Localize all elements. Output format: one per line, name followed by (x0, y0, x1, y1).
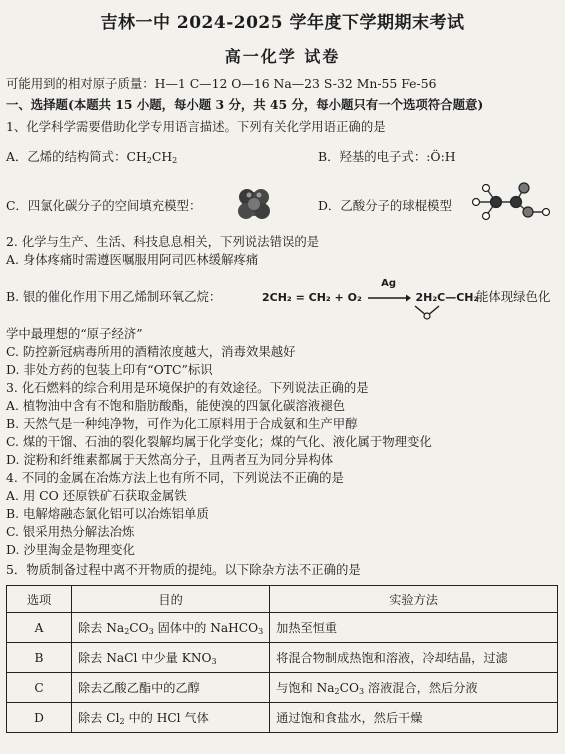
table-header-row (7, 586, 558, 613)
header-goal: 目的 (72, 586, 270, 613)
header-option: 选项 (7, 586, 72, 613)
ccl4-space-filling-model (236, 185, 272, 221)
row-method: 加热至恒重 (270, 613, 558, 643)
q4-option-c: C. 银采用热分解法冶炼 (6, 524, 135, 539)
row-option: C (7, 673, 72, 703)
equation-product: 2H₂C—CH₂ (415, 291, 479, 304)
row-goal: 除去 NaCl 中少量 $KNO_3$ (72, 643, 270, 673)
q3-option-b: B. 天然气是一种纯净物，可作为化工原料用于合成氨和生产甲醇 (6, 416, 358, 431)
q2-option-c: C. 防控新冠病毒所用的酒精浓度越大，消毒效果越好 (6, 344, 296, 359)
row-goal: 除去乙酸乙酯中的乙醇 (72, 673, 270, 703)
q1-option-a: A．乙烯的结构简式：$CH_2CH_2$ (6, 149, 178, 165)
section-heading: 一、选择题(本题共 15 小题，每小题 3 分，共 45 分，每小题只有一个选项符合题意) (6, 97, 484, 112)
question-2-stem: 2. 化学与生产、生活、科技息息相关，下列说法错误的是 (6, 234, 320, 249)
row-option: A (7, 613, 72, 643)
q3-option-d: D. 淀粉和纤维素都属于天然高分子，且两者互为同分异构体 (6, 452, 334, 467)
row-method: 通过饱和食盐水，然后干燥 (270, 703, 558, 733)
question-1-stem: 1、化学科学需要借助化学专用语言描述。下列有关化学用语正确的是 (6, 119, 386, 134)
q2-option-b: B. 银的催化作用下用乙烯制环氧乙烷： (6, 289, 222, 304)
question-3-stem: 3. 化石燃料的综合利用是环境保护的有效途径。下列说法正确的是 (6, 380, 369, 395)
equation-reactants: 2CH₂ = CH₂ + O₂ (262, 291, 362, 304)
q2-option-d: D. 非处方药的包装上印有“OTC”标识 (6, 362, 213, 377)
q1-option-c: C．四氯化碳分子的空间填充模型： (6, 198, 202, 213)
atomic-masses-line: 可能用到的相对原子质量：H—1 C—12 O—16 Na—23 S-32 Mn-55 Fe-56 (6, 76, 437, 91)
exam-title: 吉林一中 2024-2025 学年度下学期期末考试 (100, 13, 465, 33)
purification-table (6, 585, 558, 733)
row-method: 将混合物制成热饱和溶液，冷却结晶，过滤 (270, 643, 558, 673)
q2-option-a: A. 身体疼痛时需遵医嘱服用阿司匹林缓解疼痛 (6, 252, 259, 267)
table-row (7, 613, 558, 643)
q4-option-a: A. 用 CO 还原铁矿石获取金属铁 (6, 488, 187, 503)
catalyst-label: Ag (381, 278, 397, 289)
q1-option-d: D．乙酸分子的球棍模型 (318, 198, 452, 213)
epoxide-ring-icon (412, 304, 442, 320)
q3-option-a: A. 植物油中含有不饱和脂肪酸酯，能使溴的四氯化碳溶液褪色 (6, 398, 345, 413)
table-row (7, 643, 558, 673)
hydroxyl-electron-formula: :Ö:H (426, 149, 456, 164)
row-goal: 除去 $Na_2CO_3$ 固体中的 NaHCO$_3$ (72, 613, 270, 643)
q4-option-b: B. 电解熔融态氯化铝可以冶炼铝单质 (6, 506, 209, 521)
q2-option-b-tail: 能体现绿色化 (476, 289, 551, 304)
q1-option-b: B．羟基的电子式：:Ö:H (318, 149, 456, 164)
table-row (7, 673, 558, 703)
reaction-arrow (366, 278, 412, 304)
header-method: 实验方法 (270, 586, 558, 613)
row-option: B (7, 643, 72, 673)
ethylene-oxide-equation (262, 278, 479, 304)
row-method: 与饱和 $Na_2CO_3$ 溶液混合，然后分液 (270, 673, 558, 703)
q4-option-d: D. 沙里淘金是物理变化 (6, 542, 135, 557)
exam-subtitle: 高一化学 试卷 (224, 47, 341, 66)
q3-option-c: C. 煤的干馏、石油的裂化裂解均属于化学变化；煤的气化、液化属于物理变化 (6, 434, 432, 449)
row-option: D (7, 703, 72, 733)
arrow-icon (366, 293, 412, 303)
question-4-stem: 4. 不同的金属在冶炼方法上也有所不同，下列说法不正确的是 (6, 470, 344, 485)
row-goal: 除去 $Cl_2$ 中的 HCl 气体 (72, 703, 270, 733)
table-row (7, 703, 558, 733)
question-5-stem: 5．物质制备过程中离不开物质的提纯。以下除杂方法不正确的是 (6, 562, 361, 577)
q2-option-b-continued: 学中最理想的“原子经济” (6, 326, 143, 341)
acetic-acid-ball-stick-model (466, 180, 556, 222)
